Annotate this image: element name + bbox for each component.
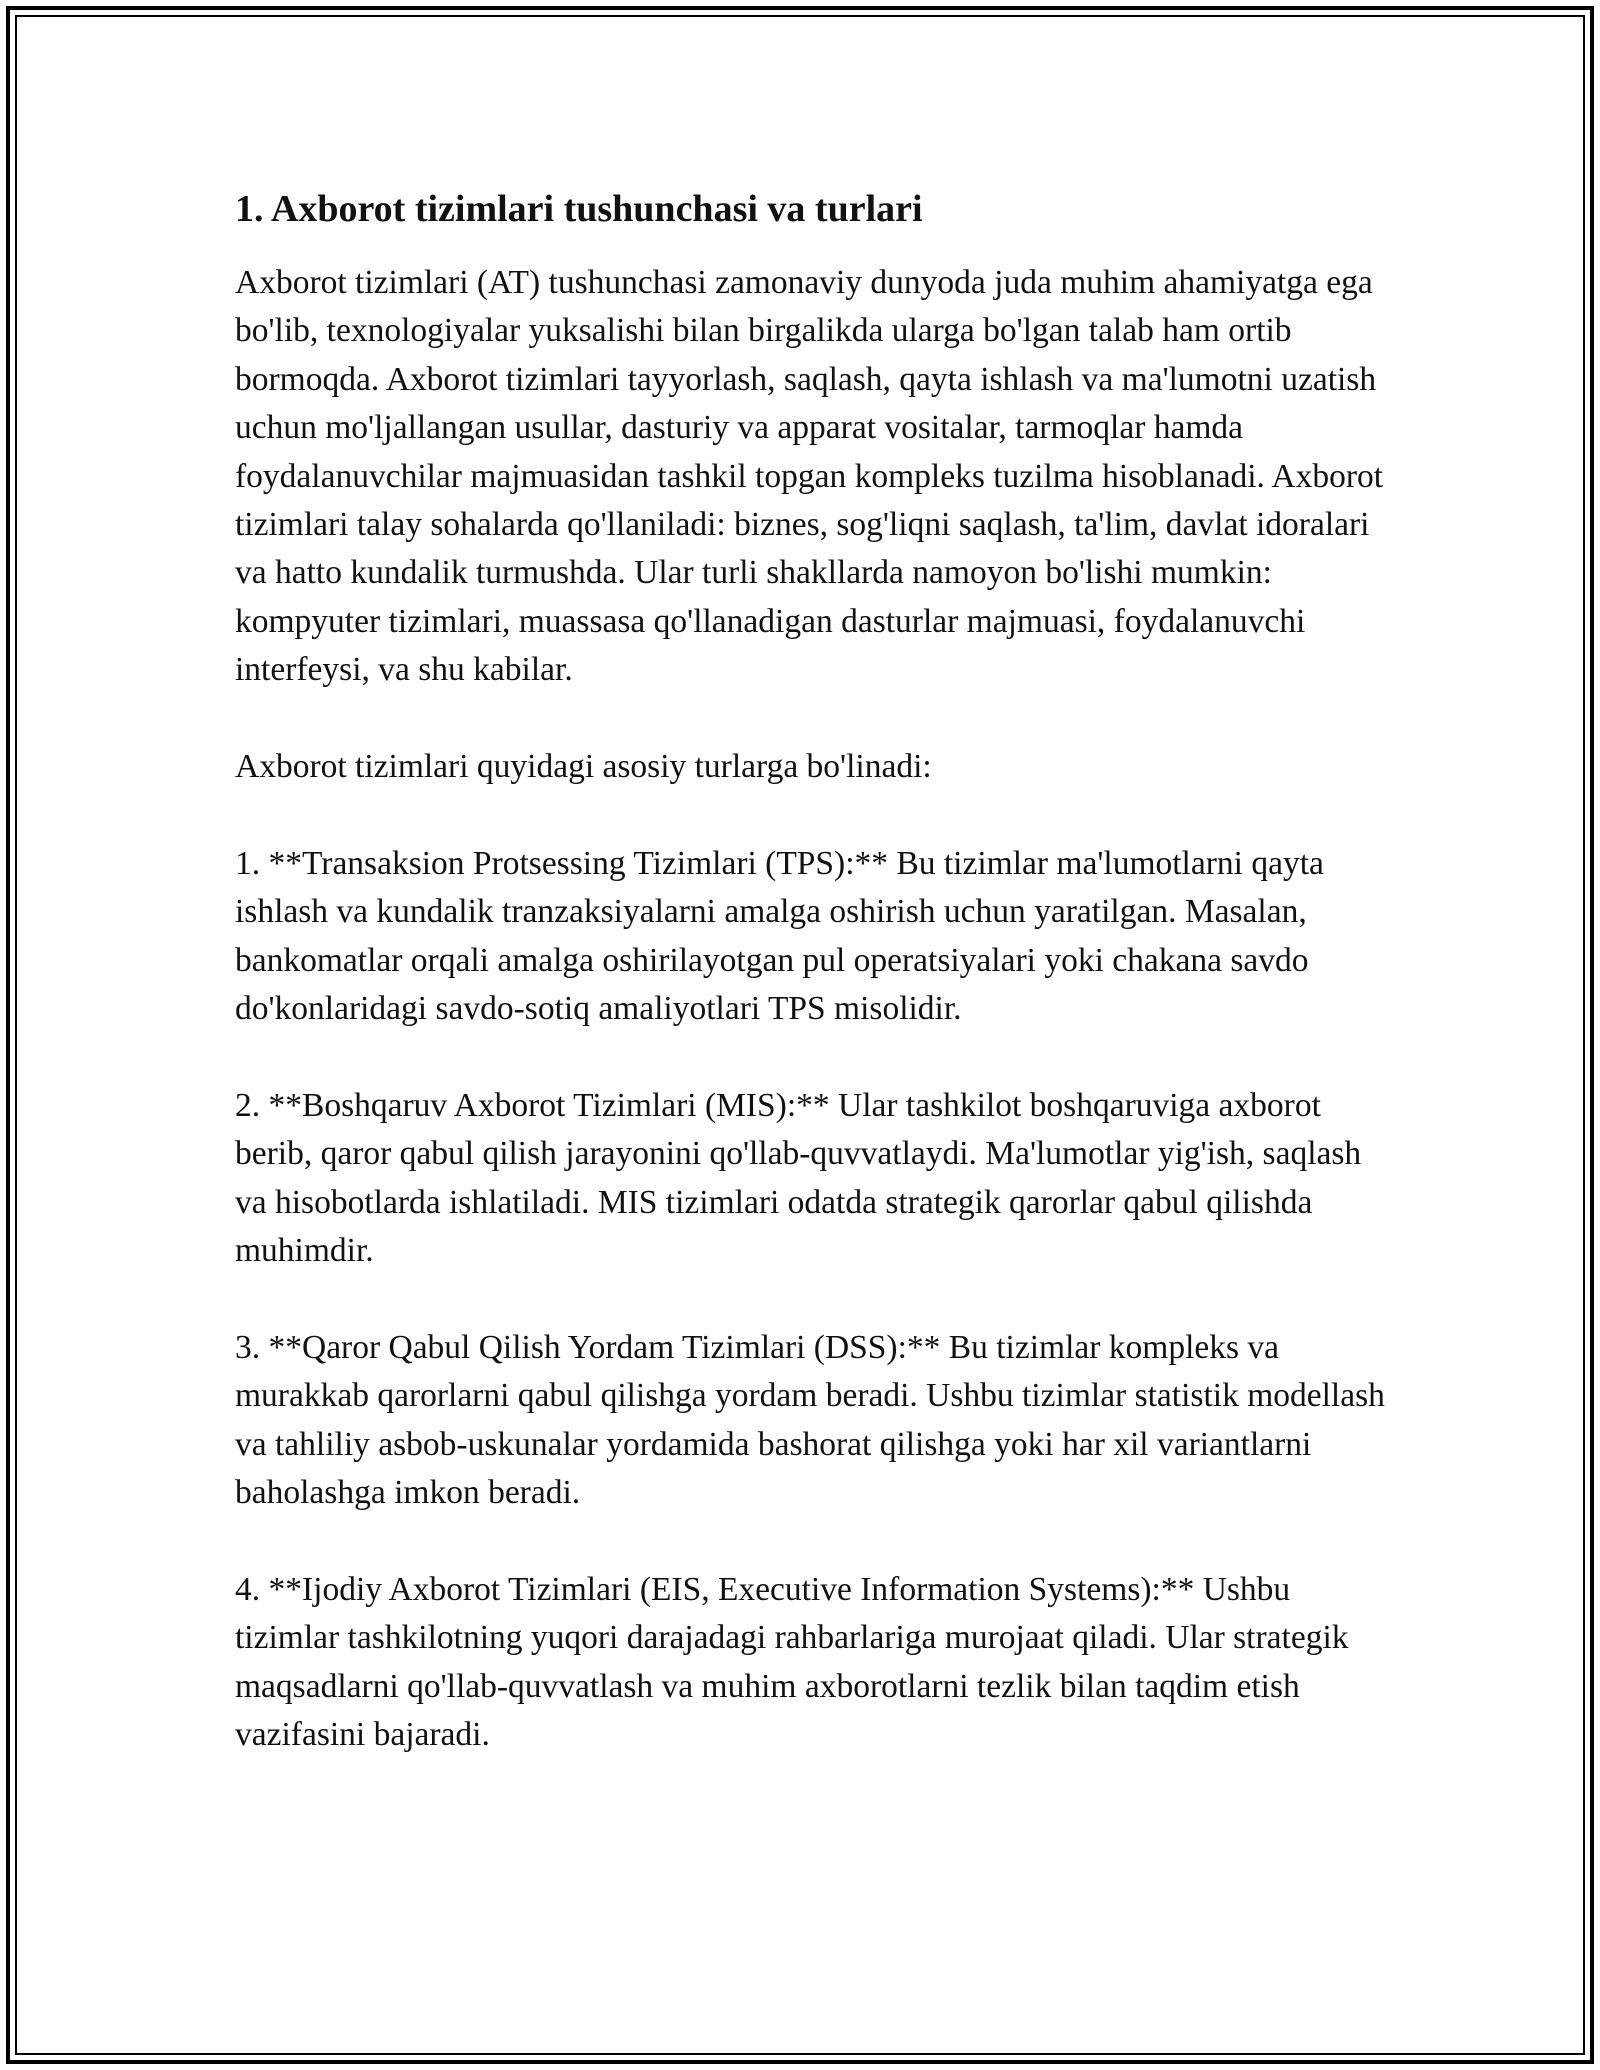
document-body	[235, 185, 1385, 1808]
list-item-dss: 3. **Qaror Qabul Qilish Yordam Tizimlari (DSS):** Bu tizimlar kompleks va murakkab qarorlarni qabul qilishga yordam beradi. Ushbu tizimlar statistik modellash va tahliliy asbob-uskunalar yordamida bashorat qilishga yoki har xil variantlarni baholashga imkon beradi.	[235, 1328, 1385, 1512]
list-item-mis: 2. **Boshqaruv Axborot Tizimlari (MIS):** Ular tashkilot boshqaruviga axborot berib, qaror qabul qilish jarayonini qo'llab-quvvatlaydi. Ma'lumotlar yig'ish, saqlash va hisobotlarda ishlatiladi. MIS tizimlari odatda strategik qarorlar qabul qilishda muhimdir.	[235, 1086, 1362, 1270]
section-heading: 1. Axborot tizimlari tushunchasi va turlari	[235, 188, 923, 230]
list-item-eis: 4. **Ijodiy Axborot Tizimlari (EIS, Executive Information Systems):** Ushbu tizimlar tashkilotning yuqori darajadagi rahbarlariga murojaat qiladi. Ular strategik maqsadlarni qo'llab-quvvatlash va muhim axborotlarni tezlik bilan taqdim etish vazifasini bajaradi.	[235, 1570, 1349, 1754]
types-intro-paragraph: Axborot tizimlari quyidagi asosiy turlarga bo'linadi:	[235, 748, 932, 786]
intro-paragraph: Axborot tizimlari (AT) tushunchasi zamonaviy dunyoda juda muhim ahamiyatga ega bo'lib, texnologiyalar yuksalishi bilan birgalikda ularga bo'lgan talab ham ortib bormoqda. Axborot tizimlari tayyorlash, saqlash, qayta ishlash va ma'lumotni uzatish uchun mo'ljallangan usullar, dasturiy va apparat vositalar, tarmoqlar hamda foydalanuvchilar majmuasidan tashkil topgan kompleks tuzilma hisoblanadi. Axborot tizimlari talay sohalarda qo'llaniladi: biznes, sog'liqni saqlash, ta'lim, davlat idoralari va hatto kundalik turmushda. Ular turli shakllarda namoyon bo'lishi mumkin: kompyuter tizimlari, muassasa qo'llanadigan dasturlar majmuasi, foydalanuvchi interfeysi, va shu kabilar.	[235, 264, 1384, 689]
list-item-tps: 1. **Transaksion Protsessing Tizimlari (TPS):** Bu tizimlar ma'lumotlarni qayta ishlash va kundalik tranzaksiyalarni amalga oshirish uchun yaratilgan. Masalan, bankomatlar orqali amalga oshirilayotgan pul operatsiyalari yoki chakana savdo do'konlaridagi savdo-sotiq amaliyotlari TPS misolidir.	[235, 844, 1324, 1028]
